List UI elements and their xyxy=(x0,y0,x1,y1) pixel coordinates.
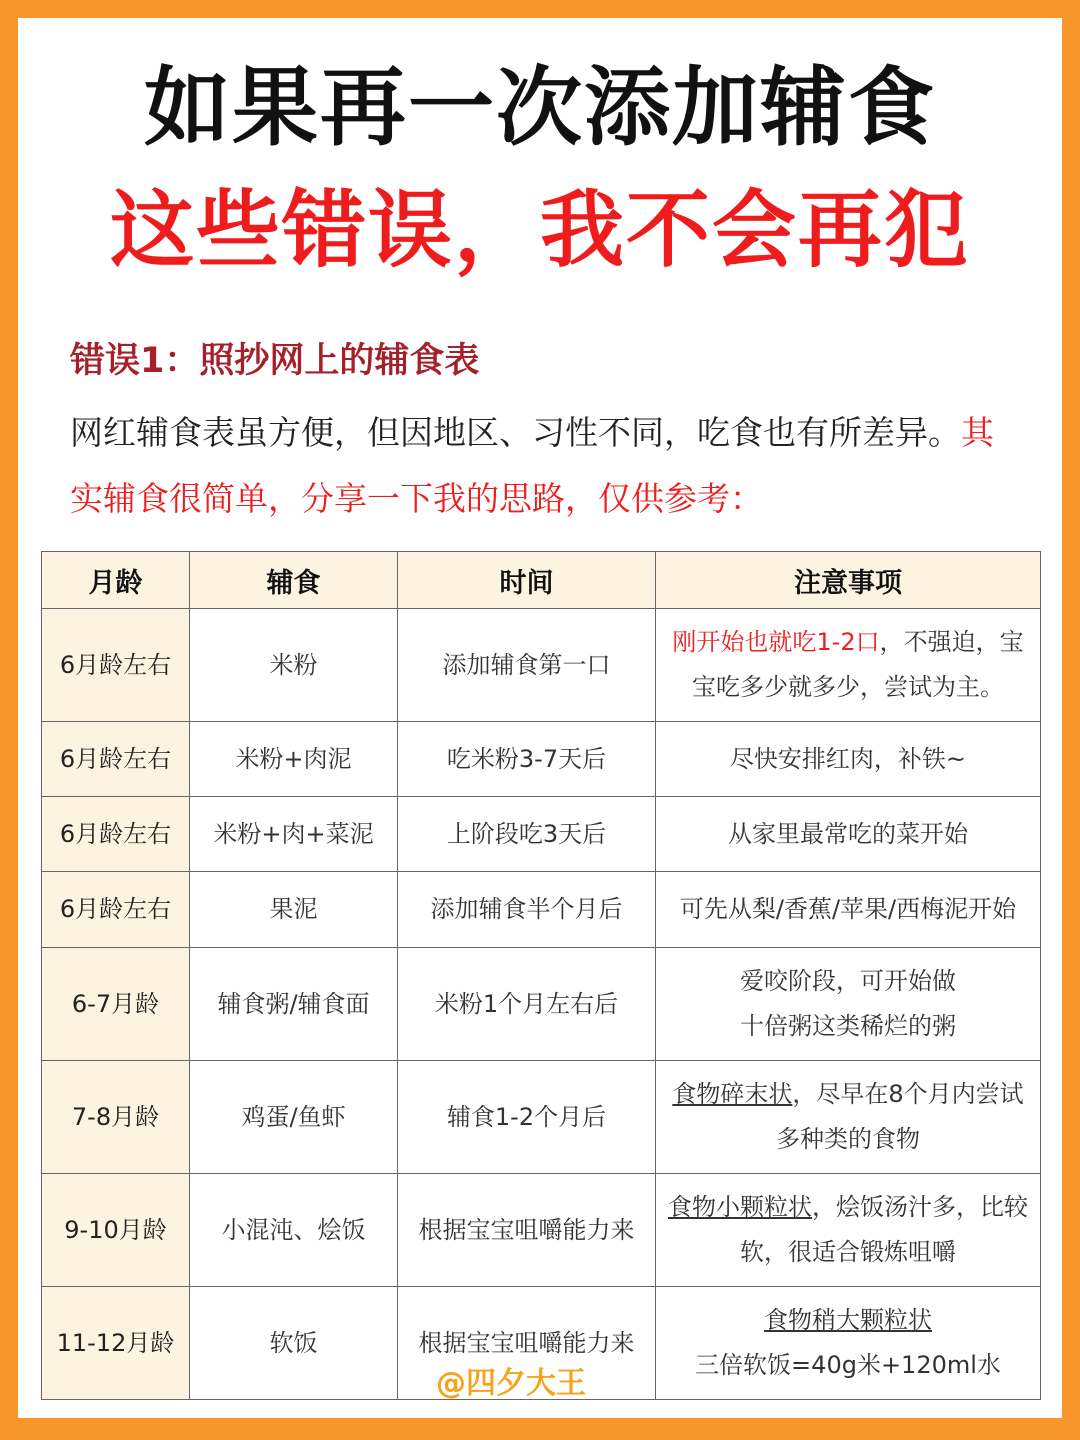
cell-note xyxy=(656,1287,1041,1400)
intro-highlight-text: 其实辅食很简单，分享一下我的思路，仅供参考： xyxy=(70,413,994,518)
table-row xyxy=(42,1174,1041,1287)
cell-age: 9-10月龄 xyxy=(42,1174,190,1287)
cell-food: 米粉+肉+菜泥 xyxy=(190,797,398,872)
note-text: ，尽早在8个月内尝试多种类的食物 xyxy=(776,1080,1024,1153)
note-line-1: 食物稍大颗粒状 xyxy=(764,1306,932,1334)
cell-time: 根据宝宝咀嚼能力来 xyxy=(398,1174,656,1287)
cell-food: 果泥 xyxy=(190,872,398,948)
header-food: 辅食 xyxy=(190,552,398,609)
cell-note xyxy=(656,609,1041,722)
cell-note xyxy=(656,1061,1041,1174)
cell-time: 吃米粉3-7天后 xyxy=(398,722,656,797)
cell-note: 从家里最常吃的菜开始 xyxy=(656,797,1041,872)
cell-time: 辅食1-2个月后 xyxy=(398,1061,656,1174)
cell-time: 米粉1个月左右后 xyxy=(398,948,656,1061)
cell-time: 根据宝宝咀嚼能力来 xyxy=(398,1287,656,1400)
cell-age: 6-7月龄 xyxy=(42,948,190,1061)
table-row xyxy=(42,1061,1041,1174)
intro-normal-text: 网红辅食表虽方便，但因地区、习性不同，吃食也有所差异。 xyxy=(70,413,961,452)
note-underlined: 食物小颗粒状 xyxy=(668,1193,812,1221)
note-line-2: 十倍粥这类稀烂的粥 xyxy=(740,1012,956,1040)
title-line-2: 这些错误，我不会再犯 xyxy=(109,181,970,279)
author-watermark: @四夕大王 xyxy=(436,1366,586,1401)
cell-time: 添加辅食半个月后 xyxy=(398,872,656,948)
section-heading: 错误1：照抄网上的辅食表 xyxy=(70,341,480,381)
cell-food: 米粉 xyxy=(190,609,398,722)
table-row xyxy=(42,722,1041,797)
table-header-row xyxy=(42,552,1041,609)
note-line-1: 爱咬阶段，可开始做 xyxy=(740,967,956,995)
cell-age: 6月龄左右 xyxy=(42,797,190,872)
cell-note: 可先从梨/香蕉/苹果/西梅泥开始 xyxy=(656,872,1041,948)
cell-note xyxy=(656,948,1041,1061)
cell-age: 11-12月龄 xyxy=(42,1287,190,1400)
header-time: 时间 xyxy=(398,552,656,609)
cell-food: 软饭 xyxy=(190,1287,398,1400)
cell-food: 辅食粥/辅食面 xyxy=(190,948,398,1061)
note-line-2: 三倍软饭=40g米+120ml水 xyxy=(695,1351,1001,1379)
header-notes: 注意事项 xyxy=(656,552,1041,609)
note-text: ，烩饭汤汁多，比较软，很适合锻炼咀嚼 xyxy=(740,1193,1028,1266)
cell-age: 6月龄左右 xyxy=(42,722,190,797)
intro-paragraph xyxy=(70,400,1020,532)
cell-age: 6月龄左右 xyxy=(42,872,190,948)
cell-time: 上阶段吃3天后 xyxy=(398,797,656,872)
cell-food: 米粉+肉泥 xyxy=(190,722,398,797)
cell-food: 鸡蛋/鱼虾 xyxy=(190,1061,398,1174)
cell-note xyxy=(656,1174,1041,1287)
table-row xyxy=(42,872,1041,948)
header-age: 月龄 xyxy=(42,552,190,609)
title-line-1: 如果再一次添加辅食 xyxy=(144,58,936,158)
cell-note: 尽快安排红肉，补铁~ xyxy=(656,722,1041,797)
cell-age: 6月龄左右 xyxy=(42,609,190,722)
cell-food: 小混沌、烩饭 xyxy=(190,1174,398,1287)
table-row xyxy=(42,797,1041,872)
cell-age: 7-8月龄 xyxy=(42,1061,190,1174)
feeding-table xyxy=(41,551,1041,1400)
cell-time: 添加辅食第一口 xyxy=(398,609,656,722)
note-text: ，不强迫，宝宝吃多少就多少，尝试为主。 xyxy=(692,628,1024,701)
note-underlined: 食物碎末状 xyxy=(672,1080,793,1108)
table-row xyxy=(42,948,1041,1061)
table-row xyxy=(42,609,1041,722)
note-highlight: 刚开始也就吃1-2口 xyxy=(672,628,880,656)
